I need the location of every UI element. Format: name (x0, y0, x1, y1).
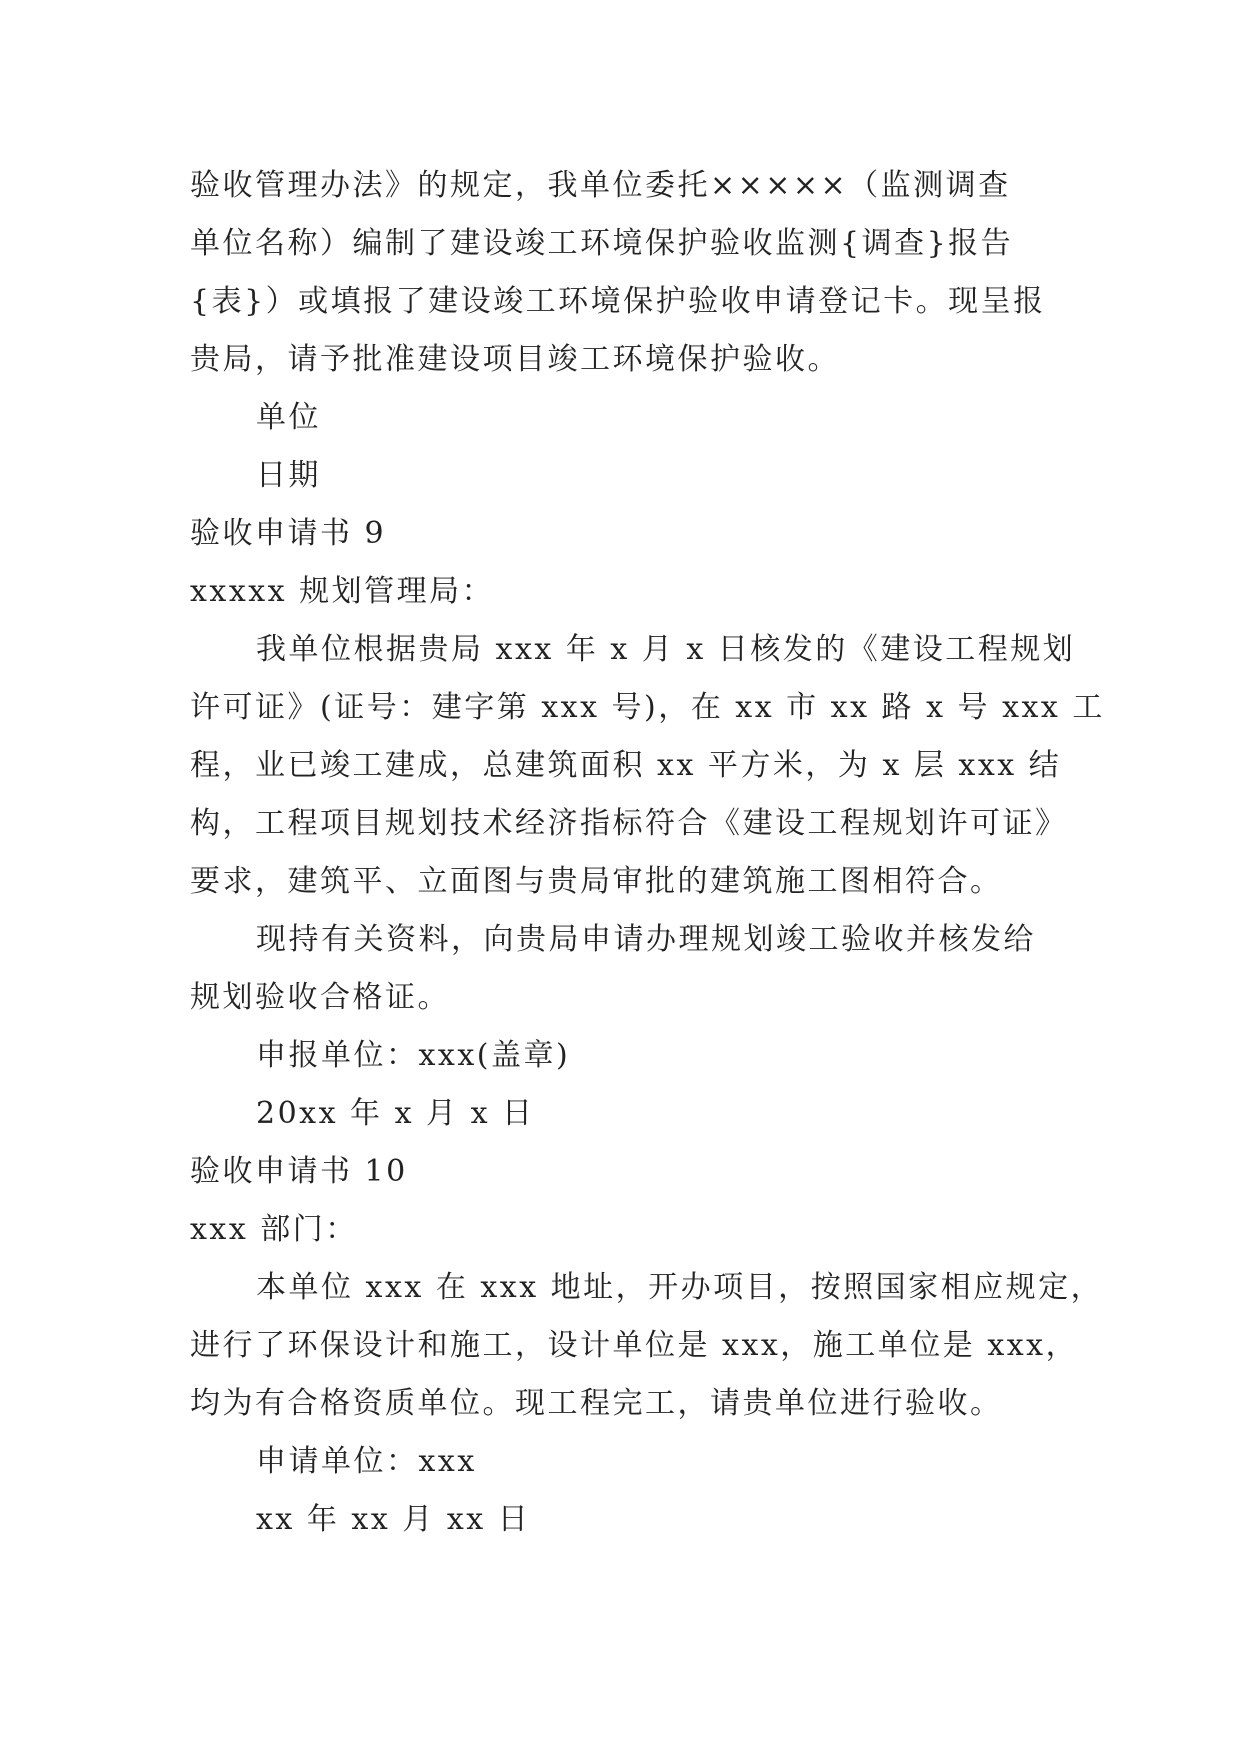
paragraph-line: 本单位 xxx 在 xxx 地址，开办项目，按照国家相应规定， (256, 1270, 1104, 1305)
paragraph-line: 程，业已竣工建成，总建筑面积 xx 平方米，为 x 层 xxx 结 (190, 748, 1062, 783)
signature-date: xx 年 xx 月 xx 日 (256, 1502, 531, 1537)
paragraph-line: 现持有关资料，向贵局申请办理规划竣工验收并核发给 (256, 922, 1036, 957)
signature-date: 20xx 年 x 月 x 日 (256, 1096, 535, 1131)
paragraph-line: 要求，建筑平、立面图与贵局审批的建筑施工图相符合。 (190, 864, 1003, 899)
paragraph-line: 我单位根据贵局 xxx 年 x 月 x 日核发的《建设工程规划 (256, 632, 1076, 667)
paragraph-line: 规划验收合格证。 (190, 980, 450, 1015)
paragraph-line: {表}）或填报了建设竣工环境保护验收申请登记卡。现呈报 (190, 284, 1046, 319)
addressee: xxx 部门： (190, 1212, 358, 1247)
signature-unit: 单位 (256, 400, 321, 435)
paragraph-line: 构，工程项目规划技术经济指标符合《建设工程规划许可证》 (190, 806, 1068, 841)
addressee: xxxxx 规划管理局： (190, 574, 495, 609)
paragraph-line: 贵局，请予批准建设项目竣工环境保护验收。 (190, 342, 840, 377)
signature-unit: 申请单位：xxx (256, 1444, 477, 1479)
section-heading: 验收申请书 10 (190, 1154, 408, 1189)
document-body (190, 157, 1105, 1549)
signature-date: 日期 (256, 458, 321, 493)
paragraph-line: 均为有合格资质单位。现工程完工，请贵单位进行验收。 (190, 1386, 1003, 1421)
paragraph-line: 验收管理办法》的规定，我单位委托×××××（监测调查 (190, 168, 1011, 203)
paragraph-line: 单位名称）编制了建设竣工环境保护验收监测{调查}报告 (190, 226, 1014, 261)
signature-unit: 申报单位：xxx(盖章) (256, 1038, 571, 1073)
paragraph-line: 进行了环保设计和施工，设计单位是 xxx，施工单位是 xxx， (190, 1328, 1079, 1363)
section-heading: 验收申请书 9 (190, 516, 387, 551)
paragraph-line: 许可证》(证号：建字第 xxx 号)，在 xx 市 xx 路 x 号 xxx 工 (190, 690, 1105, 725)
